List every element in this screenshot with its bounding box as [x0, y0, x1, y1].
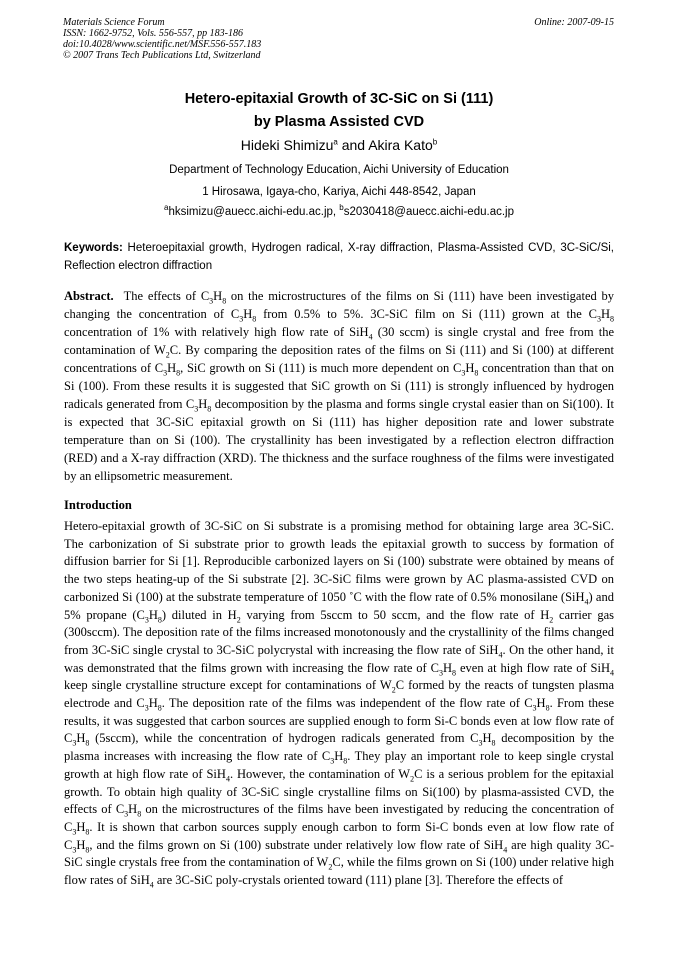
- author-2-sup: b: [432, 137, 438, 147]
- abstract-text: H: [243, 307, 253, 321]
- abstract-text: , SiC growth on Si (111) is much more dependent on C: [180, 361, 462, 375]
- subscript: 4: [503, 845, 508, 855]
- subscript: 8: [491, 738, 496, 748]
- intro-text: varying from 5sccm to 50 sccm, and the flow rate of H: [240, 607, 550, 622]
- subscript: 4: [584, 597, 589, 607]
- abstract-text: (30 sccm) is single crystal and free from the contamination of W: [64, 325, 614, 357]
- intro-text: Hetero-epitaxial growth of 3C-SiC on Si substrate is a promising method for obtaining large area 3C-SiC. The carbonization of Si substrate prior to growth leads the epitaxial growth to success by formation of diffusion barrier for Si [1]. Reproducible carbonized layers on Si (100) substrate were obtained by means of the two steps heating-up of the Si substrate [2]. 3C-SiC films were grown by AC plasma-assisted CVD on carbonized Si (100) at the substrate temperature of 1050 ˚C with the flow rate of 0.5% monosilane (SiH: [64, 519, 614, 604]
- intro-text: H: [76, 731, 86, 746]
- journal-info: [63, 17, 261, 61]
- subscript: 3: [72, 845, 77, 855]
- subscript: 2: [410, 774, 415, 784]
- intro-text: ) and 5% propane (C: [64, 589, 614, 622]
- subscript: 8: [343, 756, 348, 766]
- subscript: 8: [157, 615, 162, 625]
- author-2: Akira Kato: [368, 137, 433, 153]
- subscript: 3: [596, 314, 601, 324]
- subscript: 2: [165, 350, 170, 360]
- keywords-label: Keywords:: [64, 242, 123, 254]
- abstract-text: concentration than that on Si (100). From these results it is suggested that SiC growth on Si (111) is strongly influenced by hydrogen radicals generated from C: [64, 361, 615, 411]
- subscript: 3: [330, 756, 335, 766]
- intro-text: C, while the films grown on Si (100) under relative high flow rates of SiH: [64, 855, 614, 888]
- intro-text: H: [76, 837, 86, 852]
- intro-text: decomposition by the plasma increases with increasing the flow rate of C: [64, 731, 614, 764]
- copyright-line: © 2007 Trans Tech Publications Ltd, Switzerland: [63, 50, 261, 61]
- abstract-text: on the microstructures of the films on Si (111) have been investigated by changing the concentration of C: [64, 289, 614, 321]
- subscript: 8: [85, 827, 90, 837]
- subscript: 8: [157, 703, 162, 713]
- subscript: 3: [72, 827, 77, 837]
- intro-text: even at high flow rate of SiH: [456, 660, 610, 675]
- doi-line: doi:10.4028/www.scientific.net/MSF.556-557.183: [63, 39, 262, 50]
- affiliation-dept: Department of Technology Education, Aichi University of Education: [169, 164, 509, 176]
- subscript: 8: [176, 368, 181, 378]
- online-date: Online: 2007-09-15: [534, 17, 614, 28]
- intro-text: H: [128, 802, 138, 817]
- email-b: s2030418@auecc.aichi-edu.ac.jp: [343, 206, 514, 218]
- intro-text: . From these results, it was suggested that carbon sources are supplied enough to form Si-C bonds even at low flow rate of C: [64, 696, 614, 746]
- email-a-sup: a: [164, 203, 169, 213]
- subscript: 3: [194, 404, 199, 414]
- subscript: 3: [461, 368, 466, 378]
- subscript: 3: [239, 314, 244, 324]
- subscript: 3: [144, 703, 149, 713]
- authors: [0, 134, 678, 156]
- email-a: hksimizu@auecc.aichi-edu.ac.jp,: [168, 206, 340, 218]
- email-b-sup: b: [339, 203, 344, 213]
- intro-text: . However, the contamination of W: [229, 766, 411, 781]
- keywords-text: Heteroepitaxial growth, Hydrogen radical, X-ray diffraction, Plasma-Assisted CVD, 3C-SiC/Si, Reflection electron diffraction: [64, 242, 614, 272]
- abstract-text: H: [213, 289, 223, 303]
- abstract-text: C. By comparing the deposition rates of the films on Si (111) and Si (100) at different concentrations of C: [64, 343, 614, 375]
- affiliation-address: 1 Hirosawa, Igaya-cho, Kariya, Aichi 448-8542, Japan: [202, 186, 476, 198]
- subscript: 2: [549, 615, 554, 625]
- subscript: 8: [222, 296, 227, 306]
- subscript: 3: [144, 615, 149, 625]
- introduction-heading: Introduction: [64, 498, 132, 512]
- title-line-1: Hetero-epitaxial Growth of 3C-SiC on Si (111): [184, 91, 494, 107]
- authors-and: and: [337, 137, 369, 153]
- subscript: 8: [610, 314, 614, 324]
- subscript: 3: [72, 738, 77, 748]
- intro-text: H: [536, 696, 546, 711]
- intro-text: carrier gas (300sccm). The deposition rate of the films increased monotonously and the crystallinity of the films changed from 3C-SiC single crystal to 3C-SiC polycrystal with increasing the flow rate of SiH: [64, 607, 614, 657]
- intro-text: H: [443, 660, 453, 675]
- subscript: 8: [207, 404, 212, 414]
- intro-text: are 3C-SiC poly-crystals oriented toward (111) plane [3]. Therefore the effects of: [153, 873, 563, 888]
- subscript: 8: [452, 668, 457, 678]
- abstract-text: H: [465, 361, 475, 375]
- intro-text: H: [148, 696, 158, 711]
- intro-text: H: [334, 749, 344, 764]
- subscript: 4: [368, 332, 373, 342]
- intro-text: . They play an important role to keep single crystal growth at high flow rate of SiH: [64, 749, 614, 781]
- abstract-text: H: [198, 397, 208, 411]
- journal-name: Materials Science Forum: [63, 17, 165, 28]
- intro-text: H: [148, 607, 158, 622]
- intro-text: H: [482, 731, 492, 746]
- author-1-sup: a: [333, 137, 338, 147]
- abstract-text: The effects of C: [123, 289, 210, 303]
- intro-text: . It is shown that carbon sources supply enough carbon to form Si-C bonds even at low flow rate of C: [64, 819, 614, 852]
- subscript: 8: [474, 368, 479, 378]
- subscript: 4: [149, 880, 154, 890]
- intro-text: ) diluted in H: [161, 607, 237, 622]
- email-line: [0, 203, 678, 221]
- subscript: 4: [498, 650, 503, 660]
- intro-text: C is a serious problem for the epitaxial growth. To obtain high quality of 3C-SiC single crystalline films on Si(100) by plasma-assisted CVD, the effects of C: [64, 766, 614, 817]
- intro-text: on the microstructures of the films have been investigated by reducing the concentration of C: [64, 802, 614, 834]
- author-1: Hideki Shimizu: [240, 137, 334, 153]
- subscript: 3: [478, 738, 483, 748]
- intro-text: C formed by the reacts of tungsten plasma electrode and C: [64, 678, 614, 711]
- title-line-2: by Plasma Assisted CVD: [253, 114, 425, 130]
- keywords: [64, 239, 614, 275]
- intro-text: keep single crystalline structure except for contaminations of W: [64, 678, 392, 693]
- subscript: 3: [163, 368, 168, 378]
- subscript: 8: [545, 703, 550, 713]
- subscript: 3: [532, 703, 537, 713]
- introduction-body: [64, 518, 614, 890]
- subscript: 2: [391, 685, 396, 695]
- subscript: 8: [85, 738, 90, 748]
- intro-text: . On the other hand, it was demonstrated that the films grown with increasing the flow rate of C: [64, 642, 614, 675]
- abstract-text: decomposition by the plasma and forms single crystal easier than on Si(100). It is expected that 3C-SiC epitaxial growth on Si (111) has higher deposition rate and lower substrate temperature than on Si (100). The crystallinity has been investigated by a reflection electron diffraction (RED) and a X-ray diffraction (XRD). The thickness and the surface roughness of the films were investigated by an ellipsometric measurement.: [64, 397, 614, 483]
- subscript: 2: [328, 862, 333, 872]
- subscript: 3: [439, 668, 444, 678]
- abstract-label: Abstract.: [64, 289, 114, 303]
- abstract-text: H: [167, 361, 177, 375]
- issn-line: ISSN: 1662-9752, Vols. 556-557, pp 183-186: [63, 28, 243, 39]
- subscript: 2: [236, 615, 241, 625]
- intro-text: H: [76, 819, 86, 834]
- subscript: 4: [225, 774, 230, 784]
- abstract-text: from 0.5% to 5%. 3C-SiC film on Si (111) grown at the C: [256, 307, 597, 321]
- subscript: 8: [85, 845, 90, 855]
- subscript: 4: [610, 668, 614, 678]
- intro-text: , and the films grown on Si (100) substrate under relatively low flow rate of SiH: [89, 837, 504, 852]
- subscript: 3: [124, 809, 129, 819]
- intro-text: (5sccm), while the concentration of hydrogen radicals generated from C: [89, 731, 479, 746]
- intro-text: . The deposition rate of the films was independent of the flow rate of C: [161, 696, 533, 711]
- abstract: [64, 287, 614, 485]
- subscript: 3: [209, 296, 214, 306]
- intro-text: are high quality 3C-SiC single crystals free from the contamination of W: [64, 837, 614, 870]
- abstract-text: H: [600, 307, 610, 321]
- subscript: 8: [137, 809, 142, 819]
- abstract-text: concentration of 1% with relatively high flow rate of SiH: [64, 325, 369, 339]
- subscript: 8: [252, 314, 257, 324]
